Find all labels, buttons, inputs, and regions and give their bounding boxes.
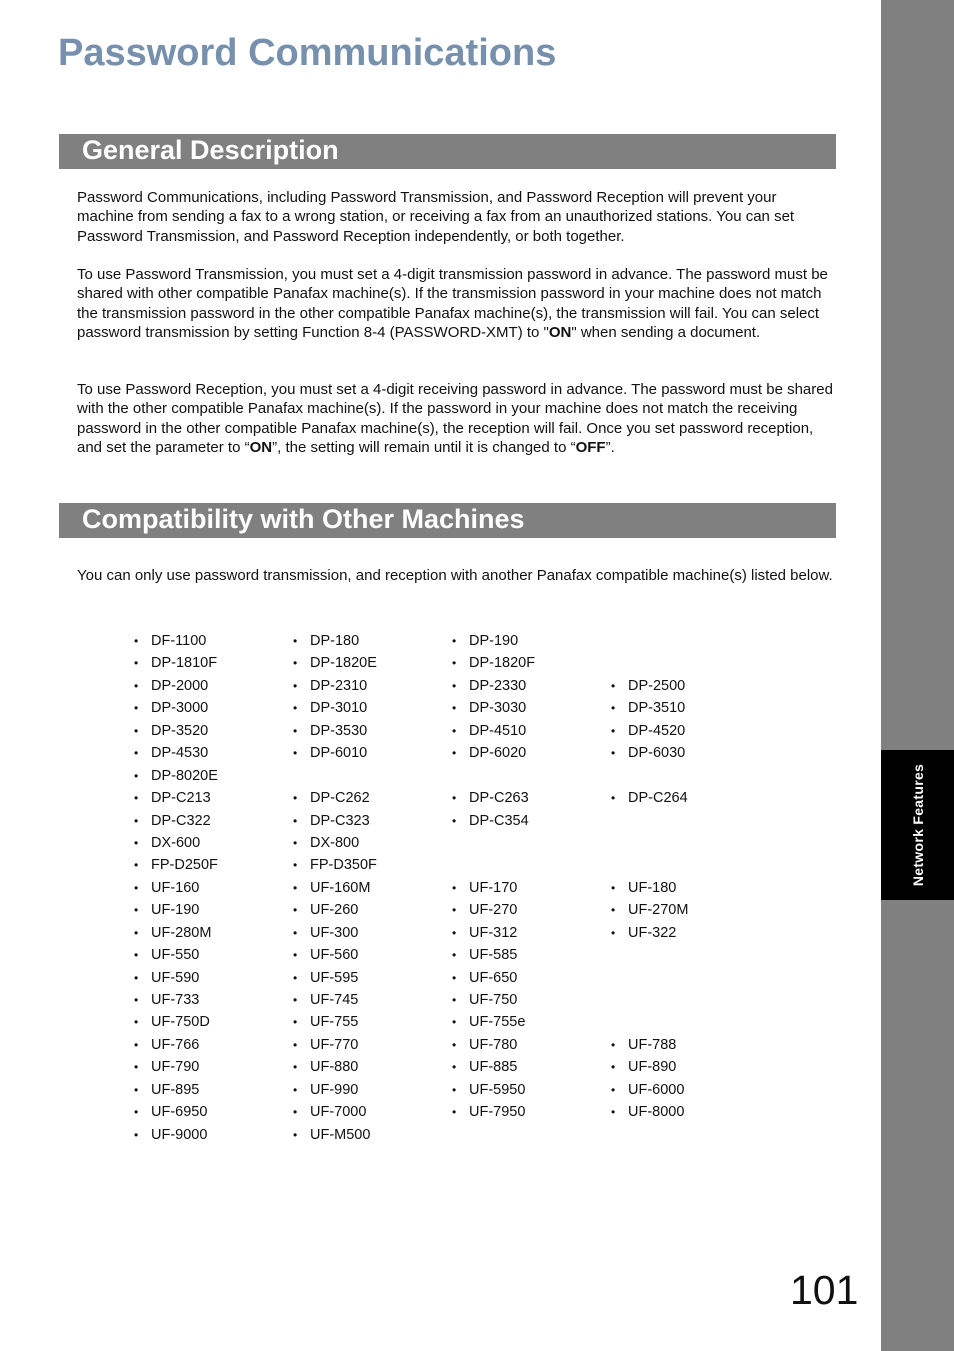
model-name: UF-270	[469, 902, 518, 919]
list-item	[452, 900, 517, 920]
bullet: •	[452, 1037, 457, 1052]
bullet: •	[293, 634, 298, 648]
model-name: UF-750	[469, 992, 518, 1008]
bullet: •	[134, 858, 139, 873]
model-name: DP-180	[310, 633, 360, 649]
list-item	[134, 1080, 199, 1100]
bullet: •	[611, 880, 616, 895]
page-number: 101	[790, 1267, 859, 1313]
model-row	[134, 1057, 774, 1079]
model-row	[134, 811, 774, 833]
model-name: UF-585	[469, 947, 518, 964]
bullet: •	[452, 791, 457, 806]
list-item	[611, 1080, 684, 1100]
model-name: DP-1820E	[310, 655, 377, 672]
list-item	[293, 945, 358, 965]
list-item	[452, 945, 517, 965]
bullet: •	[293, 880, 298, 895]
list-item	[452, 743, 526, 763]
model-name: UF-755e	[469, 1014, 526, 1031]
bullet: •	[134, 903, 139, 918]
list-item	[134, 811, 211, 831]
bullet: •	[452, 993, 457, 1007]
bullet: •	[293, 813, 298, 828]
bullet: •	[293, 903, 298, 918]
model-name: UF-322	[628, 924, 677, 941]
bullet: •	[134, 723, 139, 738]
list-item	[293, 721, 367, 741]
list-item	[134, 968, 199, 988]
bullet: •	[452, 813, 457, 828]
bullet: •	[293, 701, 298, 716]
model-name: DP-C262	[310, 790, 370, 807]
side-bar	[881, 0, 954, 1351]
list-item	[452, 788, 529, 808]
model-name: DP-3530	[310, 722, 368, 739]
bullet: •	[134, 678, 139, 693]
list-item	[134, 1035, 199, 1055]
model-row	[134, 878, 774, 900]
bullet: •	[134, 813, 139, 828]
bullet: •	[452, 903, 457, 918]
model-name: DP-3510	[628, 700, 686, 717]
model-name: DP-C263	[469, 790, 529, 807]
model-name: UF-7950	[469, 1104, 526, 1121]
bullet: •	[611, 1037, 616, 1052]
list-item	[452, 1080, 525, 1100]
model-name: DP-C213	[151, 790, 211, 807]
bullet: •	[293, 1037, 298, 1052]
list-item	[293, 653, 377, 673]
model-name: UF-550	[151, 947, 200, 964]
model-name: UF-6950	[151, 1104, 208, 1121]
section-tab	[881, 750, 954, 900]
bullet: •	[293, 723, 298, 738]
model-name: FP-D350F	[310, 857, 377, 874]
bullet: •	[611, 1060, 616, 1075]
list-item	[293, 788, 370, 808]
list-item	[452, 923, 517, 943]
bullet: •	[134, 835, 139, 850]
bullet: •	[452, 746, 457, 761]
bullet: •	[134, 1105, 139, 1120]
bullet: •	[293, 1105, 298, 1120]
model-name: DP-6030	[628, 745, 686, 762]
bullet: •	[452, 678, 457, 693]
model-name: DP-1810F	[151, 655, 218, 672]
bullet: •	[611, 1082, 616, 1097]
bullet: •	[134, 1015, 139, 1030]
list-item	[452, 1102, 525, 1122]
list-item	[134, 743, 208, 763]
bullet: •	[293, 925, 298, 940]
bullet: •	[134, 970, 139, 985]
model-row	[134, 855, 774, 877]
list-item	[293, 698, 367, 718]
list-item	[611, 923, 676, 943]
list-item	[293, 811, 370, 831]
compatible-models-list	[134, 631, 774, 1147]
list-item	[452, 721, 526, 741]
bullet: •	[134, 880, 139, 895]
list-item	[452, 1057, 517, 1077]
list-item	[134, 833, 200, 853]
list-item	[452, 631, 518, 651]
list-item	[134, 1057, 199, 1077]
list-item	[293, 1035, 358, 1055]
bullet: •	[134, 768, 139, 783]
list-item	[293, 1102, 366, 1122]
list-item	[134, 923, 211, 943]
list-item	[293, 743, 367, 763]
model-name: UF-7000	[310, 1104, 367, 1121]
list-item	[134, 676, 208, 696]
bullet: •	[452, 970, 457, 985]
list-item	[293, 833, 359, 853]
list-item	[611, 878, 676, 898]
bullet: •	[134, 746, 139, 761]
list-item	[452, 698, 526, 718]
model-name: UF-260	[310, 902, 359, 919]
bullet: •	[134, 701, 139, 716]
list-item	[452, 811, 529, 831]
list-item	[293, 1080, 358, 1100]
list-item	[293, 878, 370, 898]
list-item	[134, 878, 199, 898]
model-name: DP-3010	[310, 700, 368, 717]
model-row	[134, 766, 774, 788]
bullet: •	[293, 1127, 298, 1142]
list-item	[452, 878, 517, 898]
model-name: UF-M500	[310, 1126, 371, 1143]
model-name: FP-D250F	[151, 857, 218, 874]
bullet: •	[134, 634, 139, 648]
model-name: DP-2310	[310, 677, 368, 694]
model-name: UF-270M	[628, 902, 689, 919]
bullet: •	[293, 656, 298, 671]
list-item	[293, 1125, 370, 1145]
model-name: UF-770	[310, 1036, 359, 1053]
bullet: •	[134, 656, 139, 671]
bullet: •	[293, 1082, 298, 1097]
list-item	[134, 1125, 207, 1145]
model-name: UF-590	[151, 969, 200, 986]
list-item	[611, 1102, 684, 1122]
model-row	[134, 698, 774, 720]
model-row	[134, 721, 774, 743]
model-name: DP-C323	[310, 812, 370, 829]
bullet: •	[293, 970, 298, 985]
model-name: UF-790	[151, 1059, 200, 1076]
list-item	[611, 721, 685, 741]
model-row	[134, 743, 774, 765]
section-heading-compatibility: Compatibility with Other Machines	[59, 503, 836, 538]
list-item	[293, 990, 358, 1010]
bullet: •	[293, 948, 298, 963]
model-name: DP-C264	[628, 790, 688, 807]
model-name: DP-6010	[310, 745, 368, 762]
model-row	[134, 653, 774, 675]
bullet: •	[611, 701, 616, 716]
list-item	[293, 1057, 358, 1077]
bullet: •	[611, 925, 616, 940]
model-name: UF-170	[469, 879, 518, 896]
model-name: UF-885	[469, 1059, 518, 1076]
model-row	[134, 833, 774, 855]
bullet: •	[134, 791, 139, 806]
bullet: •	[452, 701, 457, 716]
model-name: DP-4530	[151, 745, 209, 762]
bullet: •	[293, 835, 298, 850]
list-item	[611, 1035, 676, 1055]
model-name: UF-160	[151, 879, 200, 896]
bullet: •	[134, 993, 139, 1007]
model-row	[134, 990, 774, 1012]
bullet: •	[134, 1037, 139, 1052]
model-name: UF-780	[469, 1036, 518, 1053]
list-item	[293, 900, 358, 920]
model-name: DP-2500	[628, 677, 686, 694]
list-item	[134, 631, 206, 651]
list-item	[134, 788, 211, 808]
list-item	[611, 676, 685, 696]
paragraph-overview: Password Communications, including Password Transmission, and Password Reception will prevent your machine from sending a fax to a wrong station, or receiving a fax from an unauthorized stations. You can set Password Transmission, and Password Reception independently, or both together.	[77, 189, 795, 245]
model-name: UF-788	[628, 1036, 677, 1053]
model-row	[134, 788, 774, 810]
list-item	[611, 743, 685, 763]
model-name: UF-180	[628, 879, 677, 896]
bullet: •	[452, 656, 457, 671]
model-name: UF-733	[151, 992, 200, 1008]
list-item	[611, 788, 688, 808]
list-item	[452, 653, 535, 673]
section-tab-label: Network Features	[909, 763, 926, 887]
model-name: DP-2330	[469, 677, 527, 694]
model-name: UF-8000	[628, 1104, 685, 1121]
model-name: UF-280M	[151, 924, 212, 941]
bullet: •	[293, 791, 298, 806]
model-row	[134, 923, 774, 945]
list-item	[293, 631, 359, 651]
model-name: DP-3030	[469, 700, 527, 717]
model-name: DP-4510	[469, 722, 527, 739]
model-name: DP-1820F	[469, 655, 536, 672]
list-item	[293, 968, 358, 988]
model-name: UF-880	[310, 1059, 359, 1076]
bullet: •	[611, 791, 616, 806]
model-row	[134, 1035, 774, 1057]
list-item	[134, 900, 199, 920]
model-name: UF-6000	[628, 1081, 685, 1098]
model-name: UF-650	[469, 969, 518, 986]
model-name: UF-312	[469, 924, 518, 941]
bullet: •	[452, 1082, 457, 1097]
bullet: •	[134, 1127, 139, 1142]
list-item	[293, 676, 367, 696]
list-item	[134, 855, 218, 875]
bullet: •	[452, 948, 457, 963]
model-name: UF-160M	[310, 879, 371, 896]
list-item	[134, 945, 199, 965]
bullet: •	[293, 1060, 298, 1075]
model-name: UF-190	[151, 902, 200, 919]
model-name: DP-2000	[151, 677, 209, 694]
list-item	[293, 923, 358, 943]
list-item	[134, 766, 218, 786]
model-name: UF-766	[151, 1036, 200, 1053]
model-row	[134, 1012, 774, 1034]
bullet: •	[134, 948, 139, 963]
bullet: •	[452, 1060, 457, 1075]
list-item	[452, 1035, 517, 1055]
page-title: Password Communications	[58, 32, 557, 74]
list-item	[134, 990, 199, 1010]
model-name: UF-5950	[469, 1081, 526, 1098]
list-item	[293, 855, 377, 875]
bullet: •	[452, 880, 457, 895]
bullet: •	[611, 723, 616, 738]
model-name: DP-6020	[469, 745, 527, 762]
model-row	[134, 1125, 774, 1147]
model-name: UF-895	[151, 1081, 200, 1098]
paragraph-password-reception: To use Password Reception, you must set a 4-digit receiving password in advance. The password must be shared with the other compatible Panafax machine(s). If the password in your machine does not match the receiving password in the other compatible Panafax machine(s), the reception will fail. Once you set password reception, and set the parameter to “ON”, the setting will remain until it is changed to “OFF”.	[77, 381, 833, 456]
bullet: •	[134, 1060, 139, 1075]
model-row	[134, 900, 774, 922]
model-row	[134, 1102, 774, 1124]
list-item	[611, 1057, 676, 1077]
bullet: •	[452, 925, 457, 940]
model-name: UF-595	[310, 969, 359, 986]
bullet: •	[452, 1015, 457, 1030]
list-item	[293, 1012, 358, 1032]
section-heading-general: General Description	[59, 134, 836, 169]
model-name: UF-755	[310, 1014, 359, 1031]
model-name: DX-800	[310, 834, 360, 851]
model-name: DP-8020E	[151, 767, 218, 784]
list-item	[452, 1012, 525, 1032]
list-item	[452, 968, 517, 988]
model-name: DP-C354	[469, 812, 529, 829]
bullet: •	[452, 1105, 457, 1120]
list-item	[134, 721, 208, 741]
bullet: •	[611, 746, 616, 761]
model-name: DF-1100	[151, 633, 207, 649]
model-row	[134, 631, 774, 653]
bullet: •	[293, 993, 298, 1007]
paragraph-password-transmission: To use Password Transmission, you must set a 4-digit transmission password in advance. The password must be shared with other compatible Panafax machine(s). If the transmission password in your machine does not match the transmission password in the other compatible Panafax machine(s), the transmission will fail. You can select password transmission by setting Function 8-4 (PASSWORD-XMT) to "ON" when sending a document.	[77, 266, 828, 341]
list-item	[452, 676, 526, 696]
model-name: UF-750D	[151, 1014, 210, 1031]
model-name: UF-745	[310, 992, 359, 1008]
model-row	[134, 676, 774, 698]
bullet: •	[452, 723, 457, 738]
bullet: •	[293, 678, 298, 693]
list-item	[134, 698, 208, 718]
model-name: DP-3000	[151, 700, 209, 717]
model-name: DX-600	[151, 834, 201, 851]
bullet: •	[293, 858, 298, 873]
list-item	[611, 698, 685, 718]
list-item	[452, 990, 517, 1010]
bullet: •	[293, 746, 298, 761]
bullet: •	[134, 1082, 139, 1097]
model-row	[134, 1080, 774, 1102]
paragraph-compatibility-intro: You can only use password transmission, and reception with another Panafax compatible machine(s) listed below.	[77, 567, 833, 584]
list-item	[134, 1012, 210, 1032]
model-row	[134, 968, 774, 990]
model-name: UF-300	[310, 924, 359, 941]
model-name: DP-190	[469, 633, 519, 649]
bullet: •	[452, 634, 457, 648]
model-name: UF-890	[628, 1059, 677, 1076]
model-name: UF-560	[310, 947, 359, 964]
bullet: •	[293, 1015, 298, 1030]
model-name: DP-3520	[151, 722, 209, 739]
model-name: DP-C322	[151, 812, 211, 829]
bullet: •	[134, 925, 139, 940]
model-name: UF-990	[310, 1081, 359, 1098]
model-name: UF-9000	[151, 1126, 208, 1143]
list-item	[134, 653, 217, 673]
list-item	[134, 1102, 207, 1122]
model-name: DP-4520	[628, 722, 686, 739]
bullet: •	[611, 678, 616, 693]
list-item	[611, 900, 688, 920]
bullet: •	[611, 1105, 616, 1120]
bullet: •	[611, 903, 616, 918]
model-row	[134, 945, 774, 967]
